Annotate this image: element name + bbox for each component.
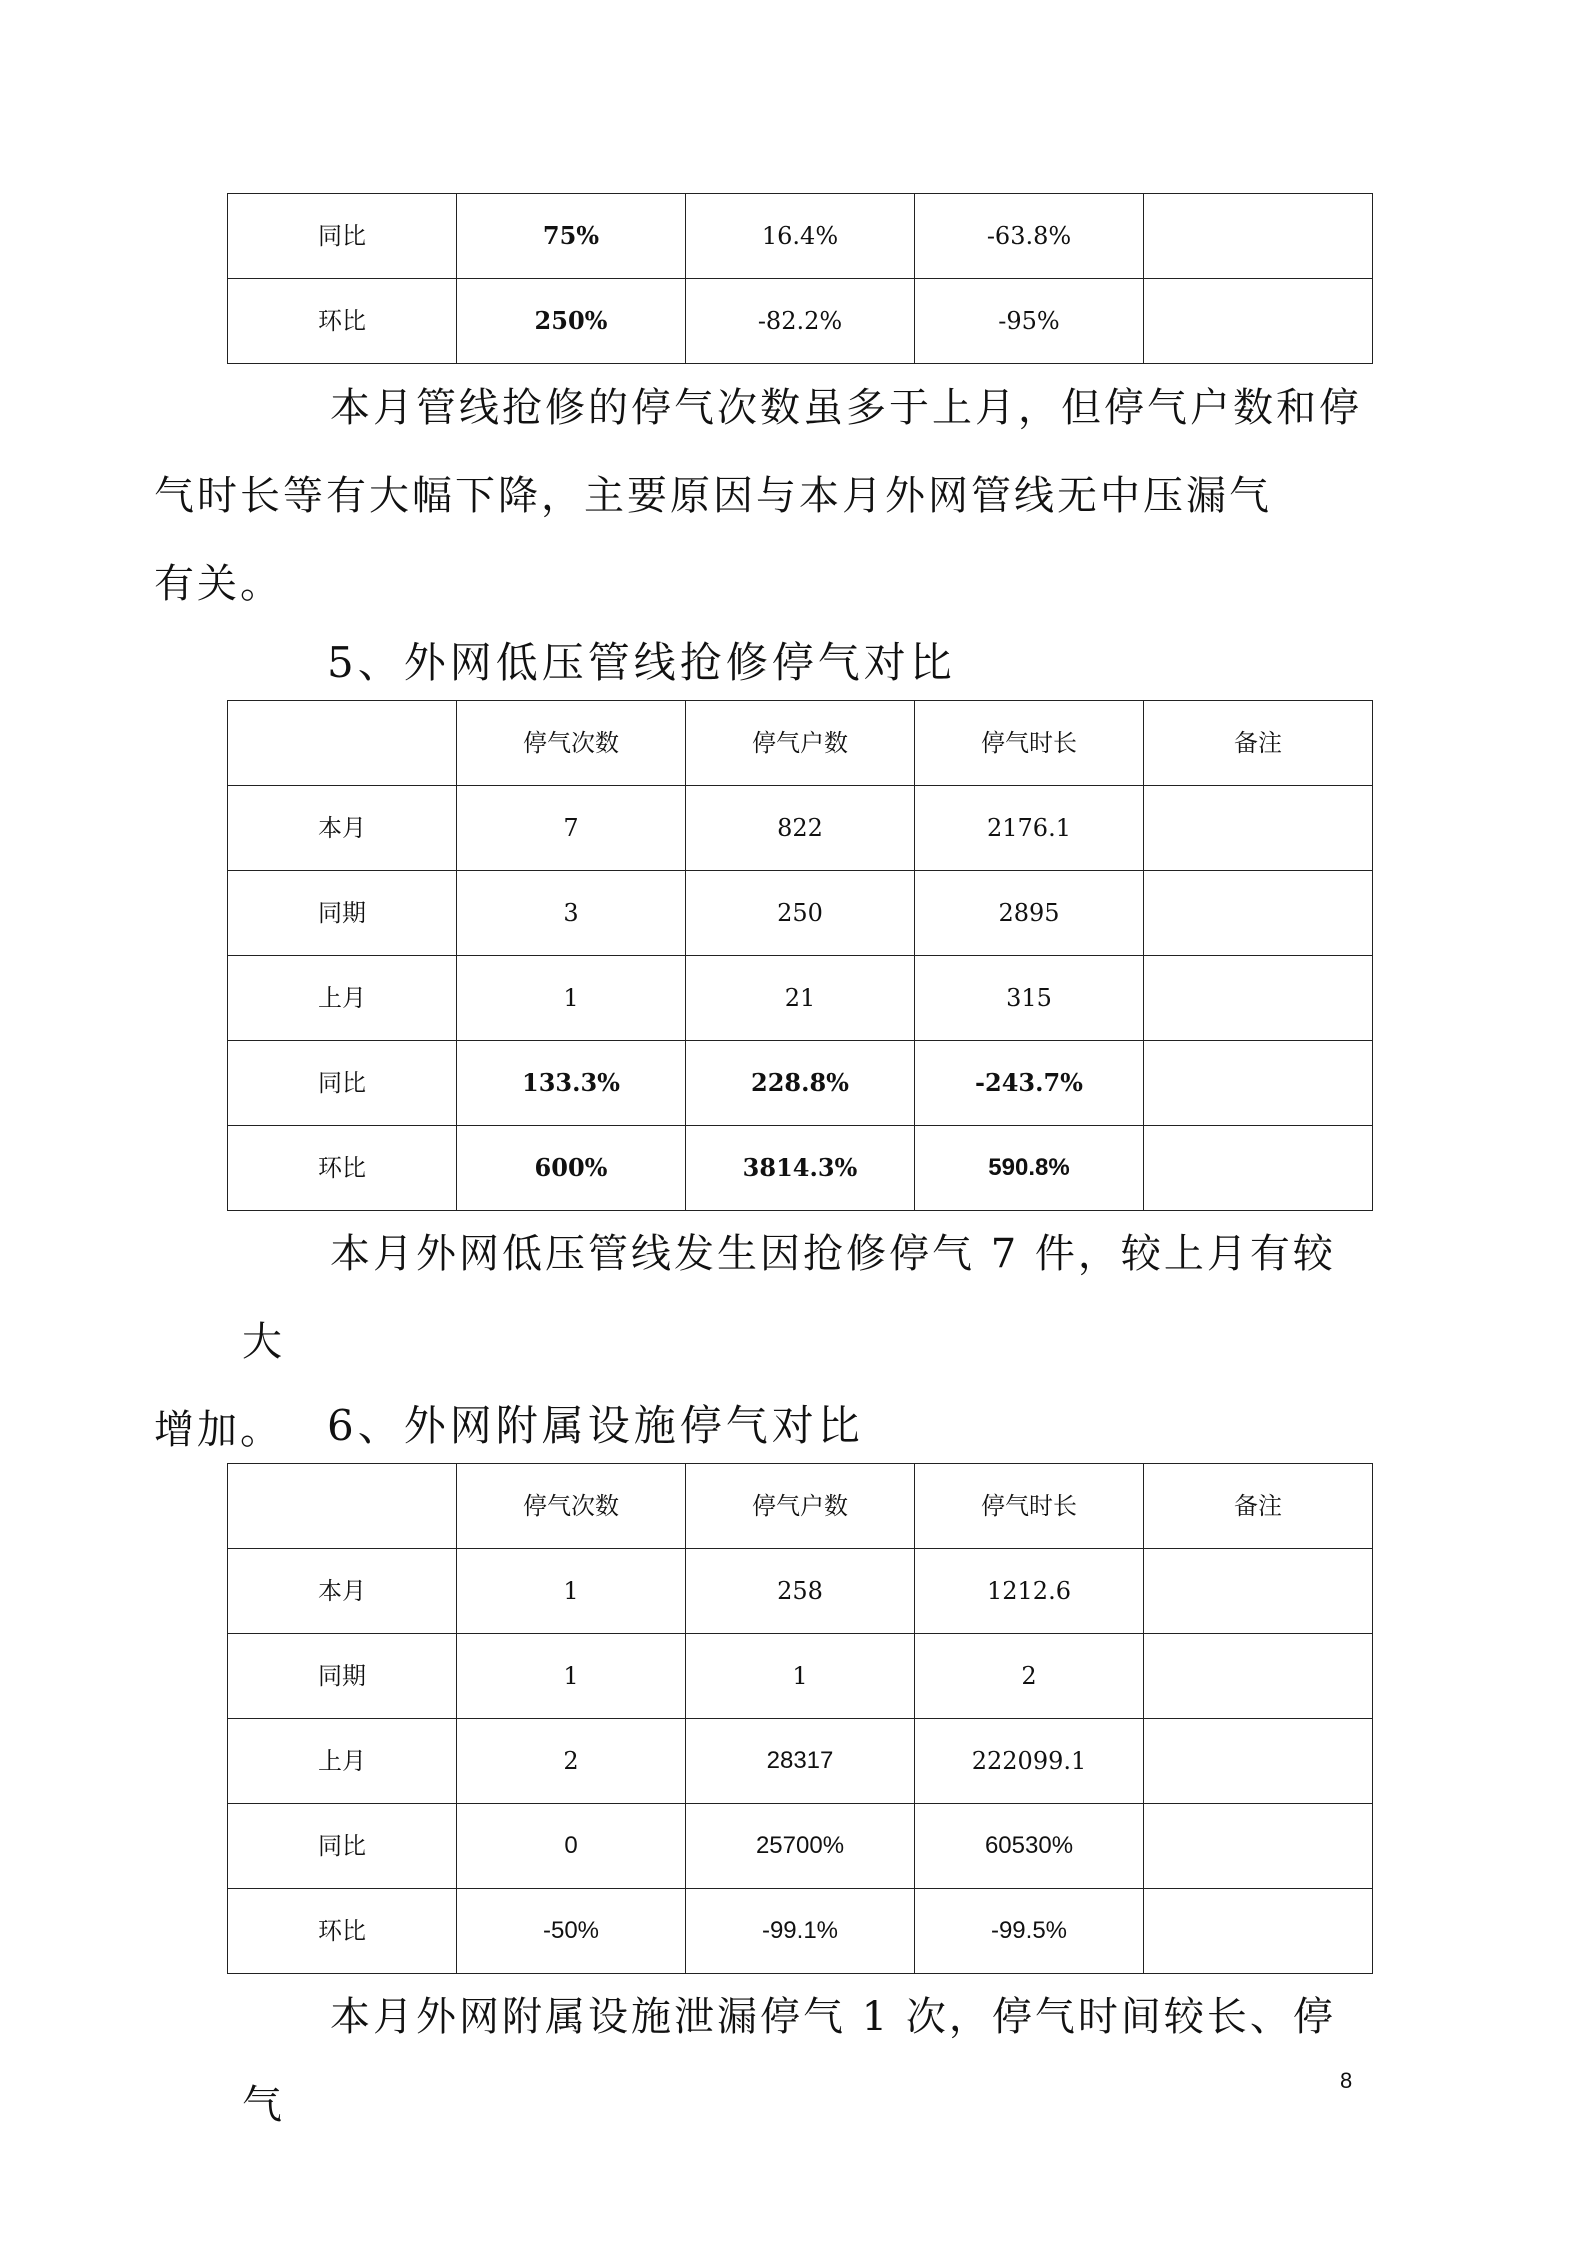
table-cell: 133.3%: [457, 1041, 686, 1126]
table-cell: 2176.1: [915, 786, 1144, 871]
table-cell: [1144, 1041, 1373, 1126]
row-label: 同期: [228, 871, 457, 956]
column-header: 停气时长: [915, 701, 1144, 786]
table-cell: 1: [686, 1634, 915, 1719]
table-cell: -50%: [457, 1889, 686, 1974]
column-header: 停气次数: [457, 701, 686, 786]
table-cell: -63.8%: [915, 194, 1144, 279]
page-number: 8: [1340, 2068, 1353, 2093]
table-cell: 28317: [686, 1719, 915, 1804]
row-label: 本月: [228, 786, 457, 871]
column-header: 停气次数: [457, 1464, 686, 1549]
table-cell: 3814.3%: [686, 1126, 915, 1211]
row-label: 本月: [228, 1549, 457, 1634]
table-cell: 7: [457, 786, 686, 871]
column-header: [228, 1464, 457, 1549]
paragraph-3: [242, 1973, 1362, 2149]
table-row: [228, 871, 1373, 956]
row-label: 同比: [228, 1804, 457, 1889]
table-cell: 1: [457, 1549, 686, 1634]
table-row: [228, 956, 1373, 1041]
section-heading: 5、外网低压管线抢修停气对比: [327, 638, 956, 687]
table-cell: 2: [915, 1634, 1144, 1719]
table-cell: 822: [686, 786, 915, 871]
table-cell: 0: [457, 1804, 686, 1889]
table-cell: 2: [457, 1719, 686, 1804]
paragraph-line: 增加。: [154, 1407, 283, 1453]
table-cell: 25700%: [686, 1804, 915, 1889]
paragraph-line: 本月管线抢修的停气次数虽多于上月，但停气户数和停: [330, 385, 1362, 431]
section-heading: 6、外网附属设施停气对比: [327, 1401, 864, 1450]
table-cell: 600%: [457, 1126, 686, 1211]
row-label: 上月: [228, 956, 457, 1041]
table-row: [228, 786, 1373, 871]
table-row: [228, 1719, 1373, 1804]
column-header: 停气时长: [915, 1464, 1144, 1549]
table-cell: 21: [686, 956, 915, 1041]
row-label: 同比: [228, 1041, 457, 1126]
table-row: [228, 1634, 1373, 1719]
table-cell: [1144, 956, 1373, 1041]
column-header: 备注: [1144, 701, 1373, 786]
table-cell: 315: [915, 956, 1144, 1041]
table-cell: 228.8%: [686, 1041, 915, 1126]
table-cell: [1144, 1634, 1373, 1719]
table-facilities: [227, 1463, 1373, 1974]
paragraph-1: [154, 364, 1362, 628]
paragraph-line: 本月外网低压管线发生因抢修停气 7 件，较上月有较大: [242, 1231, 1336, 1365]
table-cell: [1144, 786, 1373, 871]
table-row: [228, 279, 1373, 364]
table-cell: [1144, 1719, 1373, 1804]
table-cell: 1: [457, 1634, 686, 1719]
table-row: [228, 1041, 1373, 1126]
table-cell: [1144, 279, 1373, 364]
table-cell: -99.1%: [686, 1889, 915, 1974]
row-label: 环比: [228, 1126, 457, 1211]
table-cell: 222099.1: [915, 1719, 1144, 1804]
table-row: [228, 1804, 1373, 1889]
column-header: [228, 701, 457, 786]
row-label: 上月: [228, 1719, 457, 1804]
table-cell: 1: [457, 956, 686, 1041]
table-cell: -243.7%: [915, 1041, 1144, 1126]
table-cell: 590.8%: [915, 1126, 1144, 1211]
row-label: 环比: [228, 1889, 457, 1974]
table-cell: 250: [686, 871, 915, 956]
column-header: 备注: [1144, 1464, 1373, 1549]
table-cell: -82.2%: [686, 279, 915, 364]
table-cell: 75%: [457, 194, 686, 279]
table-header-row: [228, 1464, 1373, 1549]
table-header-row: [228, 701, 1373, 786]
table-row: [228, 1889, 1373, 1974]
table-cell: [1144, 1804, 1373, 1889]
table-cell: 1212.6: [915, 1549, 1144, 1634]
table-row: [228, 1549, 1373, 1634]
table-cell: [1144, 871, 1373, 956]
paragraph-line: 本月外网附属设施泄漏停气 1 次，停气时间较长、停气: [242, 1994, 1336, 2128]
column-header: 停气户数: [686, 1464, 915, 1549]
table-row: [228, 1126, 1373, 1211]
table-cell: 250%: [457, 279, 686, 364]
table-row: [228, 194, 1373, 279]
table-cell: 3: [457, 871, 686, 956]
column-header: 停气户数: [686, 701, 915, 786]
paragraph-line: 气时长等有大幅下降，主要原因与本月外网管线无中压漏气: [154, 473, 1272, 519]
table-cell: [1144, 1549, 1373, 1634]
table-cell: -99.5%: [915, 1889, 1144, 1974]
table-cell: 60530%: [915, 1804, 1144, 1889]
table-cell: [1144, 1889, 1373, 1974]
row-label: 同比: [228, 194, 457, 279]
table-cell: 2895: [915, 871, 1144, 956]
table-low-pressure: [227, 700, 1373, 1211]
table-cell: -95%: [915, 279, 1144, 364]
row-label: 同期: [228, 1634, 457, 1719]
paragraph-line: 有关。: [154, 561, 283, 607]
row-label: 环比: [228, 279, 457, 364]
table-cell: 258: [686, 1549, 915, 1634]
table-cell: [1144, 1126, 1373, 1211]
table-cell: 16.4%: [686, 194, 915, 279]
table-cell: [1144, 194, 1373, 279]
table-continued: [227, 193, 1373, 364]
